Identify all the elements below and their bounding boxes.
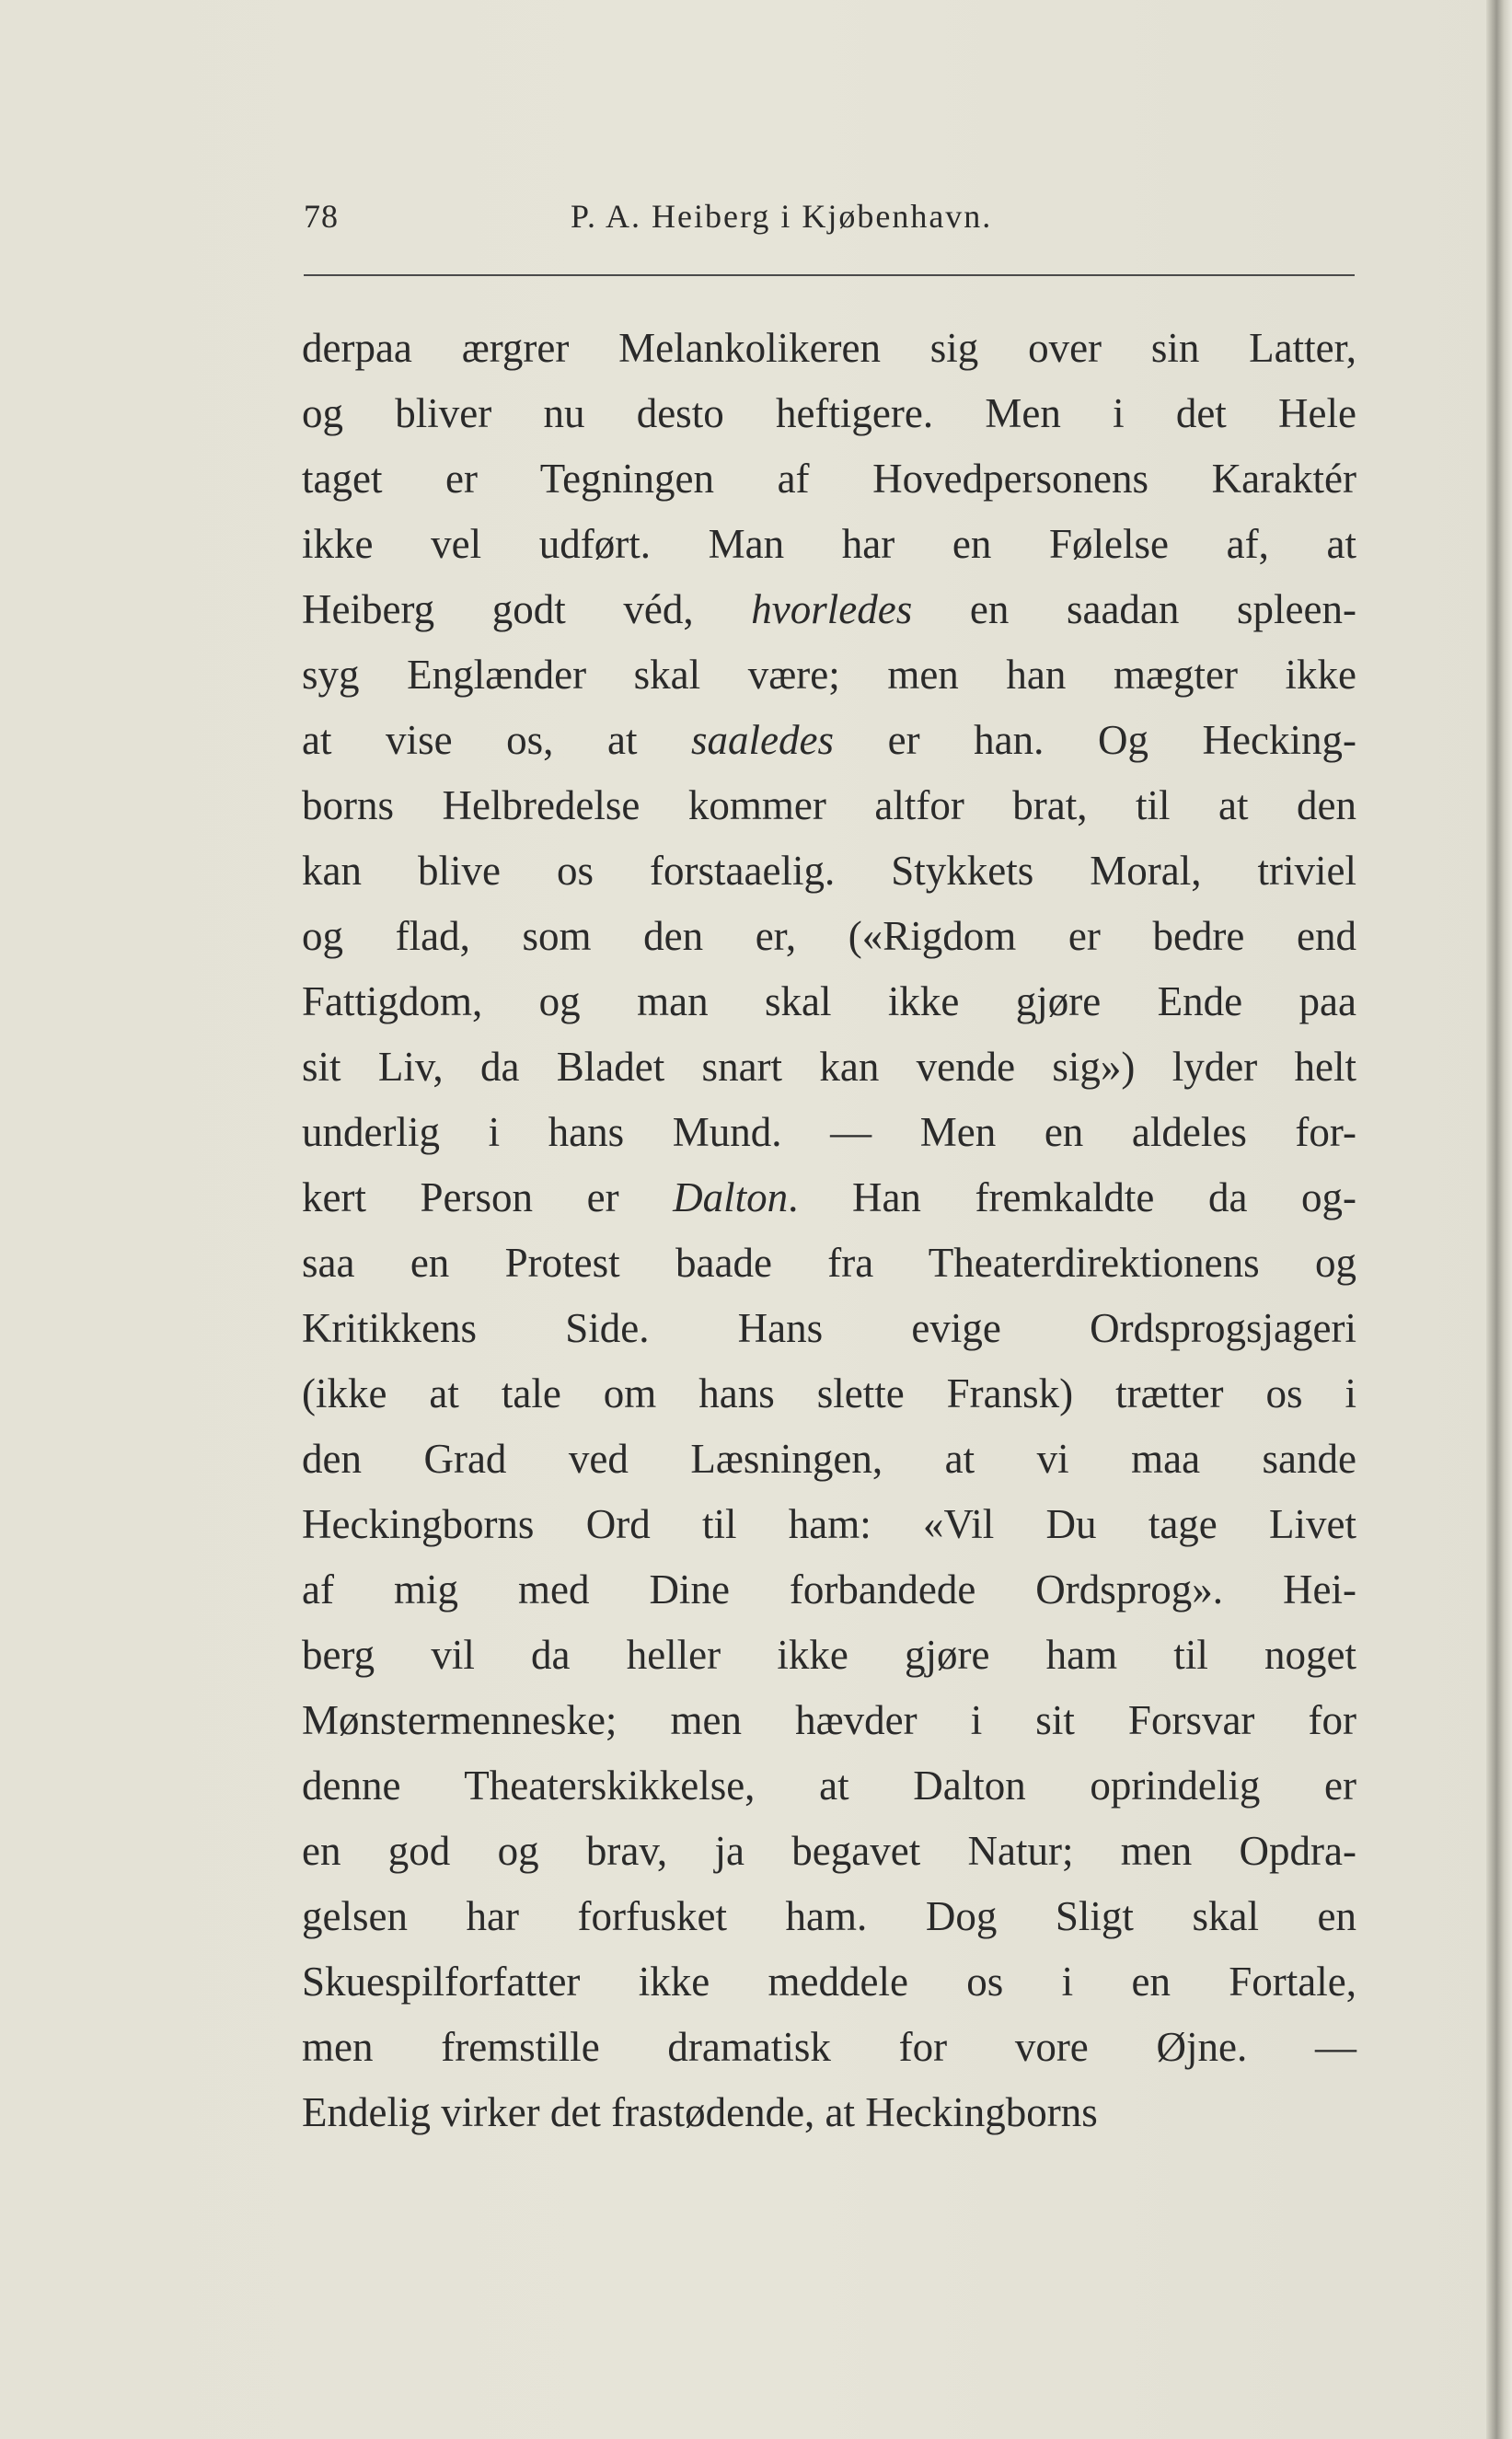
page-header [304,197,1355,252]
text-line [302,1165,1356,1231]
text-segment: og bliver nu desto heftigere. Men i det Hele [302,390,1356,436]
text-segment: derpaa ærgrer Melankolikeren sig over sin Latter, [302,325,1356,371]
text-segment: . Han fremkaldte da og- [788,1174,1356,1220]
text-segment: Heckingborns Ord til ham: «Vil Du tage Livet [302,1501,1356,1547]
text-line [302,1035,1356,1100]
text-line [302,1427,1356,1492]
text-line [302,708,1356,773]
text-segment: Heiberg godt véd, [302,586,752,632]
text-line [302,2015,1356,2080]
text-segment: Kritikkens Side. Hans evige Ordsprogsjageri [302,1305,1356,1351]
text-segment: kert Person er [302,1174,674,1220]
header-rule [304,274,1355,276]
italic-term: saaledes [691,717,835,763]
text-segment: den Grad ved Læsningen, at vi maa sande [302,1436,1356,1482]
text-line [302,1884,1356,1949]
text-line [302,512,1356,577]
text-segment: syg Englænder skal være; men han mægter ikke [302,652,1356,698]
text-line [302,1492,1356,1557]
text-line [302,838,1356,904]
text-line [302,1231,1356,1296]
page-number: 78 [304,198,339,235]
text-segment: Skuespilforfatter ikke meddele os i en Fortale, [302,1959,1356,2005]
text-segment: og flad, som den er, («Rigdom er bedre end [302,913,1356,959]
text-segment: sit Liv, da Bladet snart kan vende sig») lyder helt [302,1044,1356,1090]
text-segment: at vise os, at [302,717,692,763]
text-line [302,2080,1356,2145]
text-line [302,1557,1356,1623]
text-segment: er han. Og Hecking- [834,717,1356,763]
text-segment: saa en Protest baade fra Theaterdirektionens og [302,1240,1356,1286]
text-line [302,642,1356,708]
text-segment: underlig i hans Mund. — Men en aldeles for- [302,1109,1356,1155]
text-line [302,773,1356,838]
text-line [302,1623,1356,1688]
text-segment: berg vil da heller ikke gjøre ham til noget [302,1632,1356,1678]
text-segment: ikke vel udført. Man har en Følelse af, at [302,521,1356,567]
text-segment: borns Helbredelse kommer altfor brat, til at den [302,782,1356,828]
text-line [302,381,1356,446]
text-line [302,577,1356,642]
text-line [302,1688,1356,1753]
text-line [302,1296,1356,1361]
text-line [302,446,1356,512]
text-line [302,1949,1356,2015]
text-segment: Fattigdom, og man skal ikke gjøre Ende paa [302,978,1356,1024]
text-line [302,904,1356,969]
text-line [302,1361,1356,1427]
text-segment: (ikke at tale om hans slette Fransk) trætter os i [302,1370,1356,1416]
text-segment: taget er Tegningen af Hovedpersonens Karaktér [302,456,1356,502]
running-title: P. A. Heiberg i Kjøbenhavn. [571,198,993,235]
text-segment: gelsen har forfusket ham. Dog Sligt skal en [302,1893,1356,1939]
text-segment: af mig med Dine forbandede Ordsprog». Hei- [302,1566,1356,1613]
italic-term: Dalton [673,1174,789,1220]
text-segment: en saadan spleen- [912,586,1356,632]
text-segment: en god og brav, ja begavet Natur; men Opdra- [302,1828,1356,1874]
text-line [302,1100,1356,1165]
text-line [302,1819,1356,1884]
page-edge-shadow [1486,0,1512,2439]
text-line [302,316,1356,381]
text-segment: denne Theaterskikkelse, at Dalton oprindelig er [302,1763,1356,1809]
body-text [302,316,1356,2145]
text-line [302,1753,1356,1819]
text-segment: kan blive os forstaaelig. Stykkets Moral, triviel [302,848,1356,894]
text-segment: men fremstille dramatisk for vore Øjne. — [302,2024,1356,2070]
text-segment: Endelig virker det frastødende, at Heckingborns [302,2089,1098,2135]
text-segment: Mønstermenneske; men hævder i sit Forsvar for [302,1697,1356,1743]
text-line [302,969,1356,1035]
italic-term: hvorledes [751,586,913,632]
